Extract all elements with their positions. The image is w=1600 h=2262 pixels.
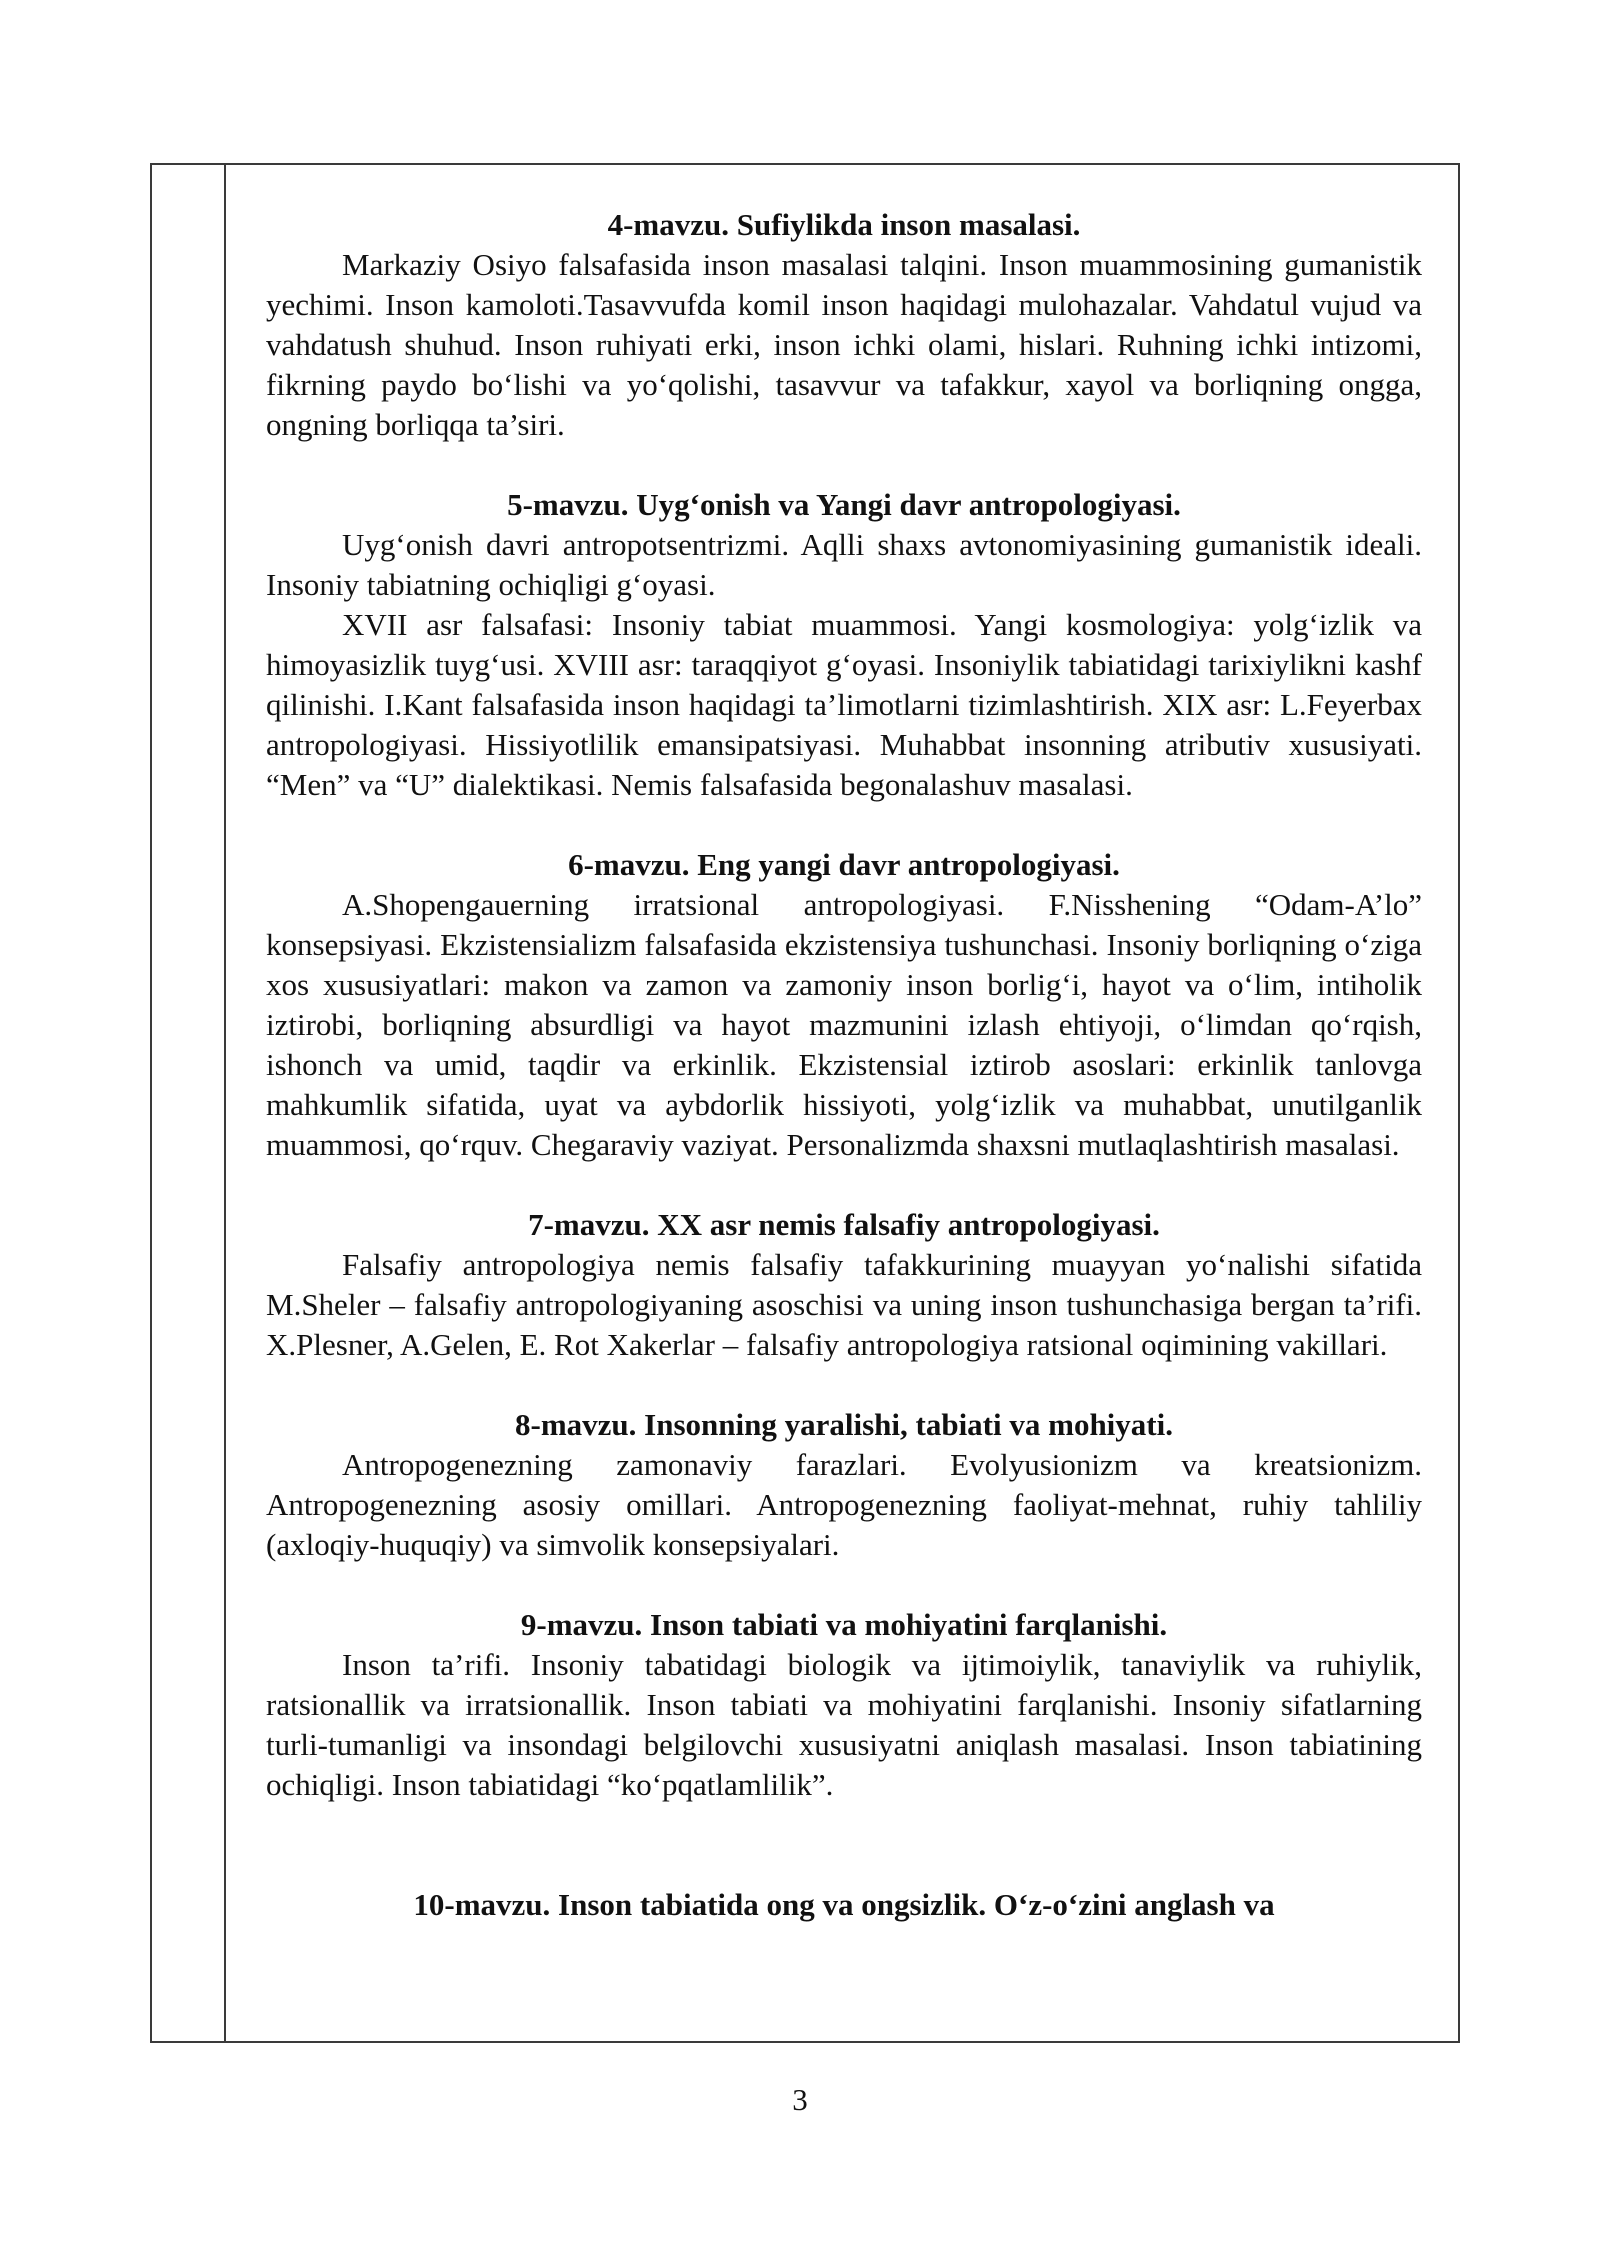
section-paragraph: A.Shopengauerning irratsional antropologiyasi. F.Nisshening “Odam-A’lo” konsepsiyasi. Ekzistensializm falsafasida ekzistensiya tushunchasi. Insoniy borliqning o‘ziga xos xususiyatlari: makon va zamon va zamoniy inson borlig‘i, hayot va o‘lim, intiholik iztirobi, borliqning absurdligi va hayot mazmunini izlash ehtiyoji, o‘limdan qo‘rqish, ishonch va umid, taqdir va erkinlik. Ekzistensial iztirob asoslari: erkinlik tanlovga mahkumlik sifatida, uyat va aybdorlik hissiyoti, yolg‘izlik va muhabbat, unutilganlik muammosi, qo‘rquv. Chegaraviy vaziyat. Personalizmda shaxsni mutlaqlashtirish masalasi. <box>266 887 1422 1162</box>
section-5 <box>266 485 1422 805</box>
section-heading: 5-mavzu. Uyg‘onish va Yangi davr antropologiyasi. <box>507 487 1181 522</box>
section-heading: 9-mavzu. Inson tabiati va mohiyatini farqlanishi. <box>520 1607 1168 1642</box>
section-paragraph: Falsafiy antropologiya nemis falsafiy tafakkurining muayyan yo‘nalishi sifatida M.Sheler – falsafiy antropologiyaning asoschisi va uning inson tushunchasiga bergan ta’rifi. X.Plesner, A.Gelen, E. Rot Xakerlar – falsafiy antropologiya ratsional oqimining vakillari. <box>266 1247 1422 1362</box>
document-body <box>266 205 1422 1925</box>
section-8 <box>266 1405 1422 1565</box>
page-number: 3 <box>792 2082 808 2117</box>
section-heading: 10-mavzu. Inson tabiatida ong va ongsizlik. O‘z-o‘zini anglash va <box>413 1887 1275 1922</box>
section-paragraph: Inson ta’rifi. Insoniy tabatidagi biologik va ijtimoiylik, tanaviylik va ruhiylik, ratsionallik va irratsionallik. Inson tabiati va mohiyatini farqlanishi. Insoniy sifatlarning turli-tumanligi va insondagi belgilovchi xususiyatni aniqlash masalasi. Inson tabiatining ochiqligi. Inson tabiatidagi “ko‘pqatlamlilik”. <box>266 1647 1422 1802</box>
section-paragraph: Antropogenezning zamonaviy farazlari. Evolyusionizm va kreatsionizm. Antropogenezning asosiy omillari. Antropogenezning faoliyat-mehnat, ruhiy tahliliy (axloqiy-huquqiy) va simvolik konsepsiyalari. <box>266 1447 1422 1562</box>
section-9 <box>266 1605 1422 1805</box>
section-paragraph: XVII asr falsafasi: Insoniy tabiat muammosi. Yangi kosmologiya: yolg‘izlik va himoyasizlik tuyg‘usi. XVIII asr: taraqqiyot g‘oyasi. Insoniylik tabiatidagi tarixiylikni kashf qilinishi. I.Kant falsafasida inson haqidagi ta’limotlarni tizimlashtirish. XIX asr: L.Feyerbax antropologiyasi. Hissiyotlilik emansipatsiyasi. Muhabbat insonning atributiv xususiyati. “Men” va “U” dialektikasi. Nemis falsafasida begonalashuv masalasi. <box>266 607 1422 802</box>
section-heading: 7-mavzu. XX asr nemis falsafiy antropologiyasi. <box>528 1207 1160 1242</box>
table-column-divider <box>224 163 226 2043</box>
section-6 <box>266 845 1422 1165</box>
section-paragraph: Uyg‘onish davri antropotsentrizmi. Aqlli shaxs avtonomiyasining gumanistik ideali. Insoniy tabiatning ochiqligi g‘oyasi. <box>266 527 1422 602</box>
section-7 <box>266 1205 1422 1365</box>
section-4 <box>266 205 1422 445</box>
section-10 <box>266 1885 1422 1925</box>
section-heading: 4-mavzu. Sufiylikda inson masalasi. <box>607 207 1081 242</box>
section-paragraph: Markaziy Osiyo falsafasida inson masalasi talqini. Inson muammosining gumanistik yechimi. Inson kamoloti.Tasavvufda komil inson haqidagi mulohazalar. Vahdatul vujud va vahdatush shuhud. Inson ruhiyati erki, inson ichki olami, hislari. Ruhning ichki intizomi, fikrning paydo bo‘lishi va yo‘qolishi, tasavvur va tafakkur, xayol va borliqning ongga, ongning borliqqa ta’siri. <box>266 247 1422 442</box>
section-heading: 8-mavzu. Insonning yaralishi, tabiati va mohiyati. <box>515 1407 1173 1442</box>
section-heading: 6-mavzu. Eng yangi davr antropologiyasi. <box>568 847 1120 882</box>
